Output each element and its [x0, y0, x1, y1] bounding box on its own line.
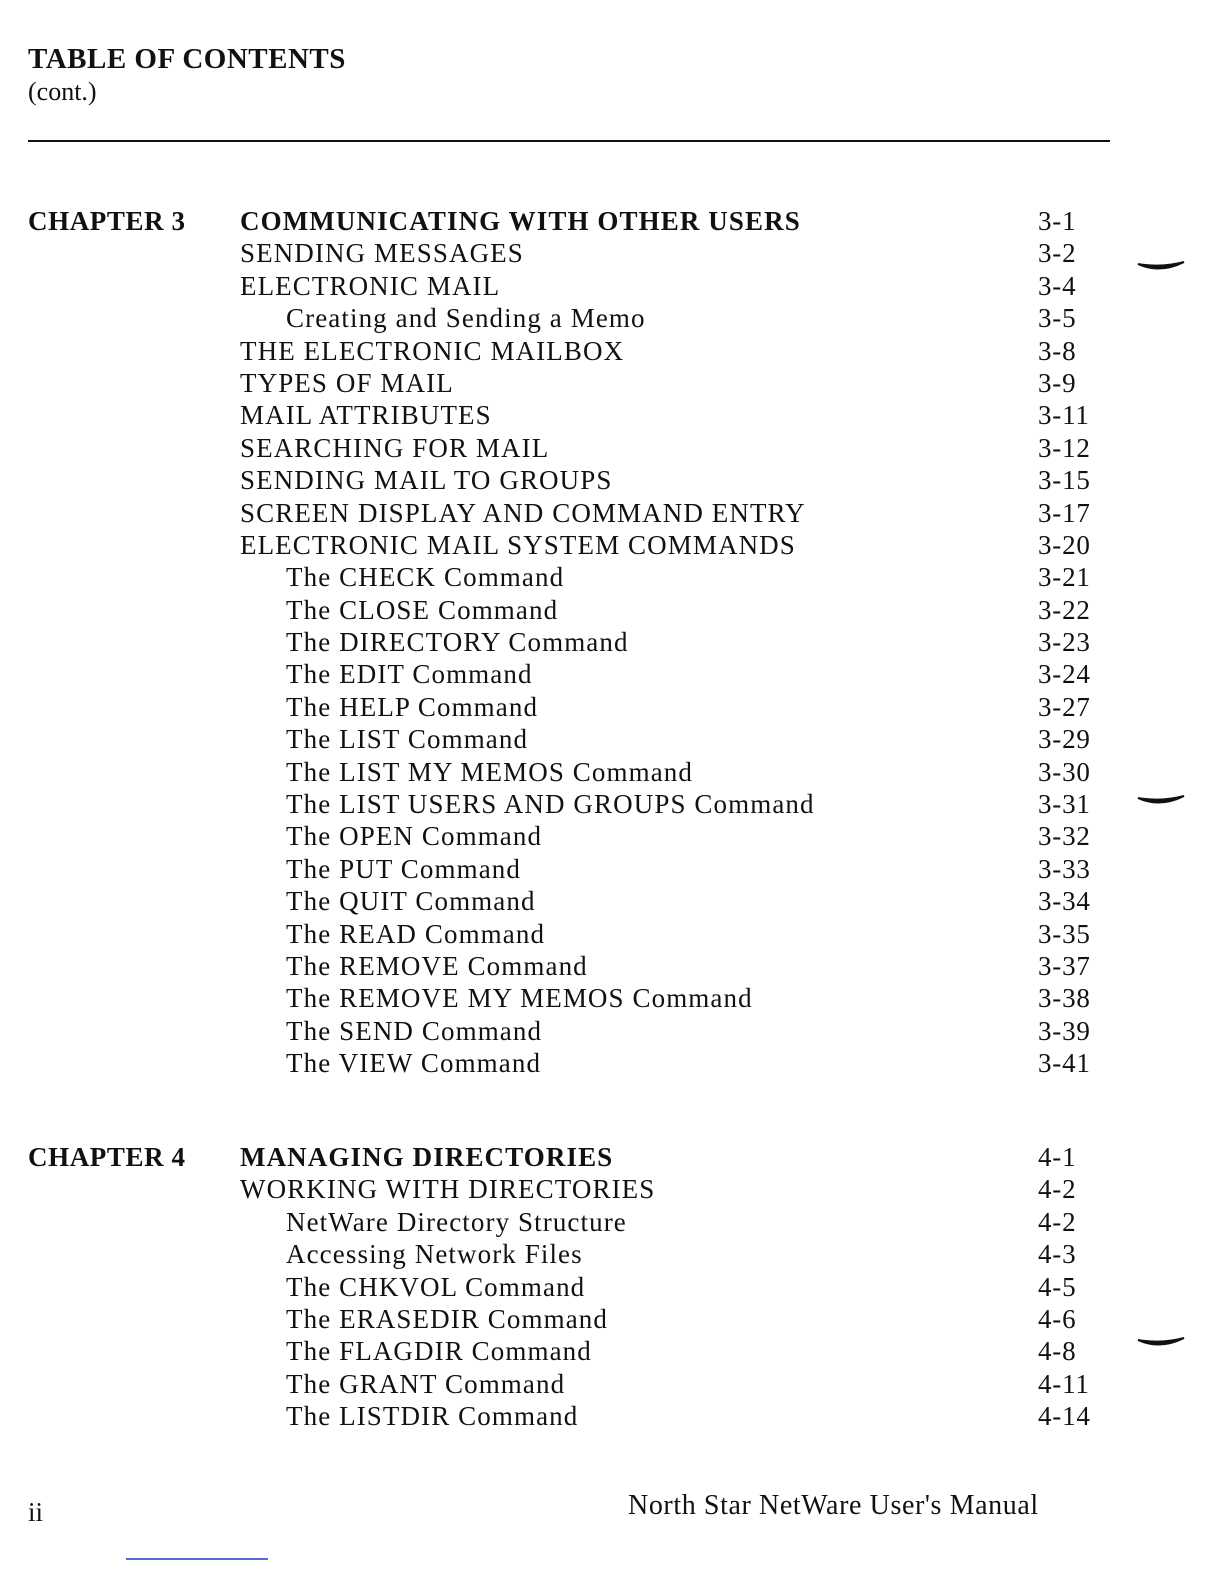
chapter-label: CHAPTER 3	[28, 206, 186, 236]
subsection-title: The CHKVOL Command	[286, 1271, 586, 1302]
section-title: THE ELECTRONIC MAILBOX	[240, 335, 625, 366]
section-title: SEARCHING FOR MAIL	[240, 432, 550, 463]
page-number: 3-33	[1038, 853, 1091, 884]
subsection-title: The ERASEDIR Command	[286, 1303, 608, 1334]
footer-page-number: ii	[28, 1497, 44, 1527]
section-title: TYPES OF MAIL	[240, 367, 454, 398]
toc-row	[0, 1303, 1224, 1335]
toc-row	[0, 302, 1224, 334]
toc-row	[0, 335, 1224, 367]
binding-mark-icon	[1136, 260, 1186, 274]
toc-row	[0, 756, 1224, 788]
subsection-title: The VIEW Command	[286, 1048, 542, 1079]
page-number: 4-11	[1038, 1368, 1090, 1399]
page-number: 3-20	[1038, 529, 1091, 560]
toc-row	[0, 529, 1224, 561]
section-title: ELECTRONIC MAIL SYSTEM COMMANDS	[240, 529, 796, 560]
toc-row	[0, 1271, 1224, 1303]
page-number: 3-22	[1038, 594, 1091, 625]
toc-row	[0, 1238, 1224, 1270]
subsection-title: Accessing Network Files	[286, 1239, 583, 1270]
subsection-title: The FLAGDIR Command	[286, 1336, 592, 1367]
page-number: 3-31	[1038, 789, 1091, 820]
page-number: 4-14	[1038, 1401, 1091, 1432]
binding-mark-icon	[1136, 794, 1186, 808]
toc-row	[0, 1206, 1224, 1238]
toc-subtitle: (cont.)	[28, 77, 97, 106]
page-number: 3-29	[1038, 724, 1091, 755]
toc-row	[0, 950, 1224, 982]
subsection-title: The CHECK Command	[286, 562, 565, 593]
chapter-title: COMMUNICATING WITH OTHER USERS	[240, 206, 801, 236]
toc-entries	[0, 205, 1224, 1080]
page-number: 3-24	[1038, 659, 1091, 690]
footer-manual-title: North Star NetWare User's Manual	[628, 1490, 1039, 1521]
toc-row	[0, 853, 1224, 885]
page-number: 3-32	[1038, 821, 1091, 852]
page-number: 3-35	[1038, 918, 1091, 949]
page-number: 3-12	[1038, 432, 1091, 463]
toc-title: TABLE OF CONTENTS	[28, 43, 346, 75]
toc-row	[0, 1173, 1224, 1205]
toc-row	[0, 205, 1224, 237]
subsection-title: The GRANT Command	[286, 1368, 566, 1399]
binding-mark-icon	[1136, 1336, 1186, 1350]
section-title: SCREEN DISPLAY AND COMMAND ENTRY	[240, 497, 806, 528]
subsection-title: Creating and Sending a Memo	[286, 303, 646, 334]
page-number: 4-8	[1038, 1336, 1077, 1367]
toc-row	[0, 1141, 1224, 1173]
toc-row	[0, 1015, 1224, 1047]
header-divider	[28, 140, 1110, 142]
page-number: 3-41	[1038, 1048, 1091, 1079]
scan-artifact-line	[126, 1558, 268, 1560]
subsection-title: The LISTDIR Command	[286, 1401, 579, 1432]
toc-row	[0, 432, 1224, 464]
toc-row	[0, 626, 1224, 658]
toc-header	[28, 42, 346, 108]
toc-row	[0, 399, 1224, 431]
toc-row	[0, 270, 1224, 302]
page-number: 3-5	[1038, 303, 1077, 334]
page-number: 4-2	[1038, 1206, 1077, 1237]
subsection-title: The CLOSE Command	[286, 594, 559, 625]
toc-row	[0, 885, 1224, 917]
page-number: 3-9	[1038, 367, 1077, 398]
toc-row	[0, 561, 1224, 593]
page-number: 4-1	[1038, 1142, 1077, 1172]
subsection-title: The PUT Command	[286, 853, 521, 884]
subsection-title: NetWare Directory Structure	[286, 1206, 627, 1237]
section-title: WORKING WITH DIRECTORIES	[240, 1174, 656, 1205]
page-number: 3-38	[1038, 983, 1091, 1014]
toc-row	[0, 497, 1224, 529]
toc-row	[0, 1047, 1224, 1079]
subsection-title: The OPEN Command	[286, 821, 543, 852]
page-number: 3-34	[1038, 886, 1091, 917]
toc-row	[0, 982, 1224, 1014]
subsection-title: The SEND Command	[286, 1015, 543, 1046]
section-title: MAIL ATTRIBUTES	[240, 400, 492, 431]
page-number: 3-27	[1038, 691, 1091, 722]
page-number: 3-23	[1038, 627, 1091, 658]
subsection-title: The REMOVE MY MEMOS Command	[286, 983, 753, 1014]
page-number: 3-39	[1038, 1015, 1091, 1046]
page-number: 3-15	[1038, 465, 1091, 496]
section-title: SENDING MESSAGES	[240, 238, 524, 269]
toc-row	[0, 723, 1224, 755]
page-number: 3-17	[1038, 497, 1091, 528]
toc-row	[0, 1335, 1224, 1367]
subsection-title: The DIRECTORY Command	[286, 627, 629, 658]
subsection-title: The LIST USERS AND GROUPS Command	[286, 789, 815, 820]
toc-row	[0, 464, 1224, 496]
toc-row	[0, 918, 1224, 950]
page-number: 3-1	[1038, 206, 1077, 236]
chapter-section	[0, 1141, 1224, 1433]
page-number: 3-2	[1038, 238, 1077, 269]
page-number: 4-2	[1038, 1174, 1077, 1205]
chapter-label: CHAPTER 4	[28, 1142, 186, 1172]
toc-row	[0, 1400, 1224, 1432]
toc-row	[0, 237, 1224, 269]
subsection-title: The REMOVE Command	[286, 950, 588, 981]
toc-row	[0, 594, 1224, 626]
page-number: 3-8	[1038, 335, 1077, 366]
subsection-title: The QUIT Command	[286, 886, 536, 917]
page-number: 3-4	[1038, 270, 1077, 301]
toc-row	[0, 1368, 1224, 1400]
page-number: 4-6	[1038, 1303, 1077, 1334]
page-number: 3-11	[1038, 400, 1090, 431]
chapter-section	[0, 205, 1224, 1080]
page-number: 3-37	[1038, 950, 1091, 981]
chapter-title: MANAGING DIRECTORIES	[240, 1142, 614, 1172]
subsection-title: The EDIT Command	[286, 659, 533, 690]
page-number: 3-21	[1038, 562, 1091, 593]
toc-row	[0, 820, 1224, 852]
toc-row	[0, 658, 1224, 690]
section-title: SENDING MAIL TO GROUPS	[240, 465, 613, 496]
toc-row	[0, 367, 1224, 399]
toc-row	[0, 788, 1224, 820]
page-number: 4-5	[1038, 1271, 1077, 1302]
page-number: 3-30	[1038, 756, 1091, 787]
toc-entries	[0, 1141, 1224, 1433]
subsection-title: The READ Command	[286, 918, 546, 949]
subsection-title: The LIST MY MEMOS Command	[286, 756, 694, 787]
toc-row	[0, 691, 1224, 723]
subsection-title: The LIST Command	[286, 724, 529, 755]
subsection-title: The HELP Command	[286, 691, 539, 722]
section-title: ELECTRONIC MAIL	[240, 270, 501, 301]
page-number: 4-3	[1038, 1239, 1077, 1270]
